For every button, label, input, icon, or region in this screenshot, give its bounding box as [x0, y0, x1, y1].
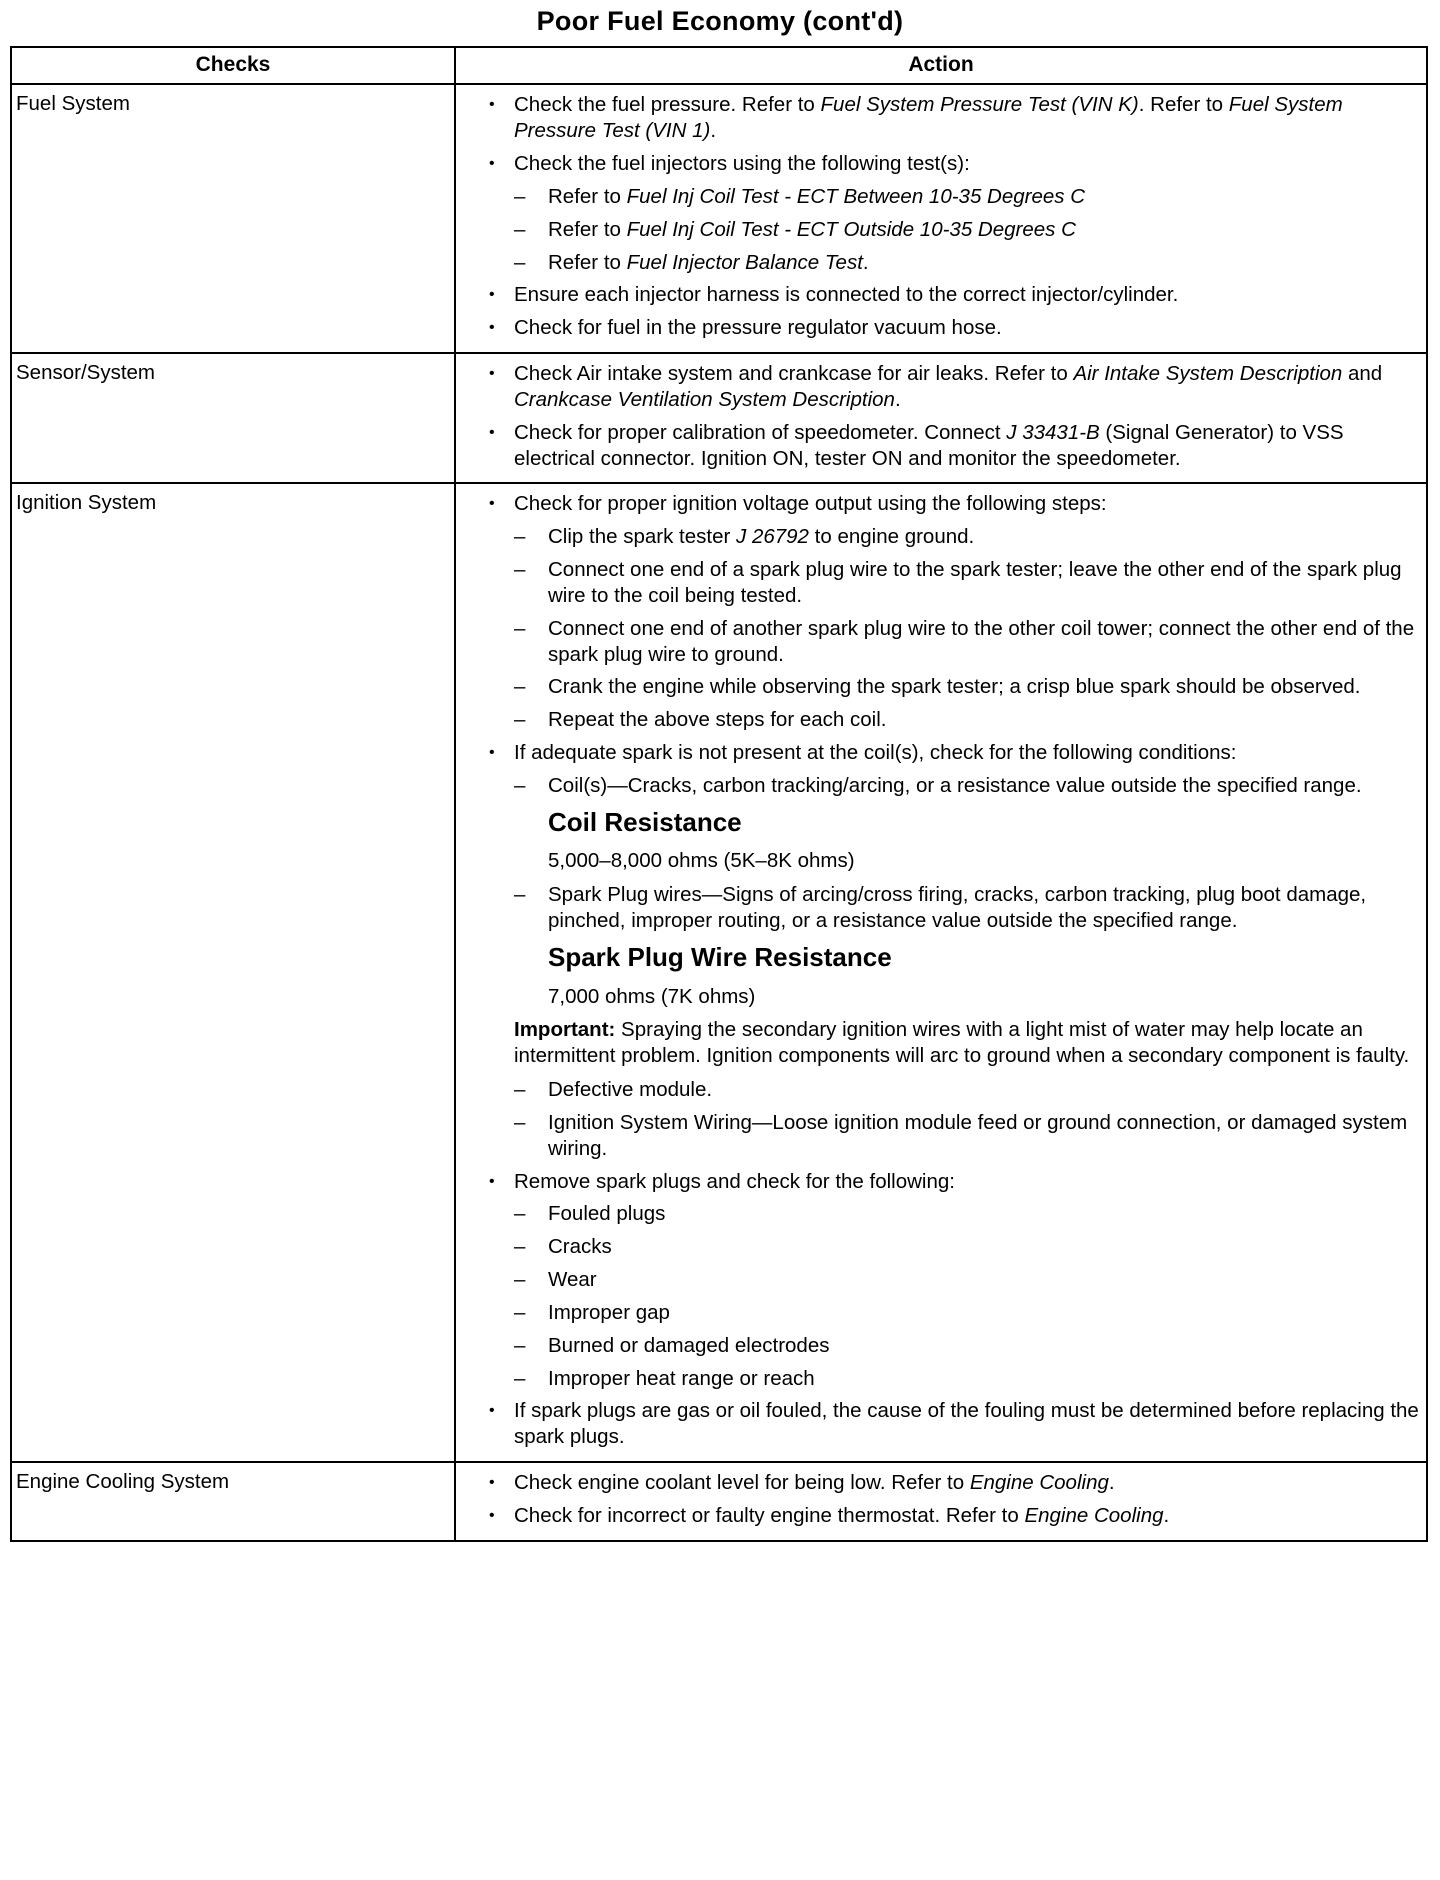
table-row	[11, 84, 1427, 353]
text-segment: Spraying the secondary ignition wires with a light mist of water may help locate an intermittent problem. Ignition components will arc to ground when a secondary component is faulty.	[514, 1018, 1410, 1068]
text-segment: Spark Plug wires—Signs of arcing/cross firing, cracks, carbon tracking, plug boot damage, pinched, improper routing, or a resistance value outside the specified range.	[548, 883, 1367, 933]
text-segment: and	[1342, 362, 1383, 386]
bullet-item	[486, 1470, 1420, 1496]
dash-item	[486, 707, 1420, 733]
text-segment: Clip the spark tester	[548, 525, 736, 549]
text-segment: .	[1163, 1503, 1170, 1527]
dash-item	[486, 557, 1420, 609]
text-segment: (Signal Generator) to VSS electrical connector. Ignition ON, tester ON and monitor the speedometer.	[514, 420, 1344, 470]
important-note	[486, 1017, 1420, 1069]
dash-item	[486, 1110, 1420, 1162]
bullet-item	[486, 1398, 1420, 1450]
text-segment: .	[862, 250, 869, 274]
action-cell	[455, 483, 1427, 1462]
text-segment: Spark Plug Wire Resistance	[548, 941, 892, 972]
text-segment: If spark plugs are gas or oil fouled, the cause of the fouling must be determined before replacing the spark plugs.	[514, 1399, 1419, 1449]
reference-text: Engine Cooling	[1024, 1503, 1164, 1527]
text-segment: Check Air intake system and crankcase for air leaks. Refer to	[514, 362, 1074, 386]
text-segment: Fouled plugs	[548, 1202, 666, 1226]
text-segment: Ignition System Wiring—Loose ignition module feed or ground connection, or damaged system wiring.	[548, 1110, 1408, 1160]
reference-text: J 33431-B	[1006, 420, 1100, 444]
emphasis-text: Important:	[514, 1018, 616, 1042]
text-segment: Coil Resistance	[548, 806, 742, 837]
action-cell	[455, 353, 1427, 483]
text-segment: Coil(s)—Cracks, carbon tracking/arcing, or a resistance value outside the specified range.	[548, 773, 1362, 797]
reference-text: Fuel Inj Coil Test - ECT Between 10-35 Degrees C	[626, 184, 1086, 208]
text-segment: Check for proper calibration of speedometer. Connect	[514, 420, 1007, 444]
bullet-item	[486, 92, 1420, 144]
text-segment: .	[710, 119, 717, 143]
bullet-item	[486, 315, 1420, 341]
reference-text: Fuel System Pressure Test (VIN 1)	[514, 93, 1343, 143]
text-segment: Connect one end of another spark plug wire to the other coil tower; connect the other end of the spark plug wire to ground.	[548, 616, 1415, 666]
page-title: Poor Fuel Economy (cont'd)	[536, 6, 904, 36]
check-cell: Sensor/System	[11, 353, 455, 483]
reference-text: J 26792	[736, 525, 809, 549]
text-segment: Refer to	[548, 184, 627, 208]
reference-text: Fuel Injector Balance Test	[626, 250, 863, 274]
text-segment: Improper gap	[548, 1300, 670, 1324]
dash-item	[486, 882, 1420, 934]
diagnostic-table	[10, 46, 1428, 1542]
bullet-item	[486, 361, 1420, 413]
check-cell: Engine Cooling System	[11, 1462, 455, 1541]
dash-item	[486, 1267, 1420, 1293]
dash-item	[486, 524, 1420, 550]
bullet-item	[486, 740, 1420, 766]
dash-item	[486, 616, 1420, 668]
table-body	[11, 84, 1427, 1540]
spec-heading	[486, 941, 1420, 974]
bullet-item	[486, 1503, 1420, 1529]
dash-item	[486, 217, 1420, 243]
text-segment: If adequate spark is not present at the coil(s), check for the following conditions:	[514, 741, 1237, 765]
dash-item	[486, 1234, 1420, 1260]
bullet-item	[486, 420, 1420, 472]
dash-item	[486, 1333, 1420, 1359]
text-segment: Check for proper ignition voltage output using the following steps:	[514, 492, 1107, 516]
reference-text: Fuel System Pressure Test (VIN K)	[820, 93, 1139, 117]
text-segment: 5,000–8,000 ohms (5K–8K ohms)	[548, 849, 855, 873]
text-segment: Cracks	[548, 1235, 612, 1259]
reference-text: Crankcase Ventilation System Description	[514, 387, 895, 411]
text-segment: Refer to	[548, 217, 627, 241]
text-segment: Remove spark plugs and check for the following:	[514, 1169, 955, 1193]
bullet-item	[486, 282, 1420, 308]
dash-item	[486, 1366, 1420, 1392]
check-cell: Ignition System	[11, 483, 455, 1462]
bullet-item	[486, 1169, 1420, 1195]
text-segment: Ensure each injector harness is connected to the correct injector/cylinder.	[514, 283, 1179, 307]
text-segment: Wear	[548, 1268, 597, 1292]
text-segment: Repeat the above steps for each coil.	[548, 708, 887, 732]
check-cell: Fuel System	[11, 84, 455, 353]
text-segment: Connect one end of a spark plug wire to the spark tester; leave the other end of the spark plug wire to the coil being tested.	[548, 558, 1402, 607]
text-segment: .	[1108, 1471, 1115, 1495]
text-segment: Check for incorrect or faulty engine thermostat. Refer to	[514, 1503, 1025, 1527]
dash-item	[486, 184, 1420, 210]
text-segment: Refer to	[548, 250, 627, 274]
spec-value	[486, 984, 1420, 1010]
dash-item	[486, 1300, 1420, 1326]
text-segment: Check engine coolant level for being low. Refer to	[514, 1471, 970, 1495]
dash-item	[486, 1077, 1420, 1103]
table-header-row	[11, 47, 1427, 84]
text-segment: Check for fuel in the pressure regulator vacuum hose.	[514, 316, 1002, 340]
table-row	[11, 483, 1427, 1462]
action-cell	[455, 1462, 1427, 1541]
dash-item	[486, 674, 1420, 700]
column-header-checks: Checks	[11, 47, 455, 84]
text-segment: Check the fuel injectors using the following test(s):	[514, 152, 970, 176]
spec-value	[486, 848, 1420, 874]
dash-item	[486, 773, 1420, 799]
text-segment: . Refer to	[1138, 93, 1229, 117]
dash-item	[486, 1201, 1420, 1227]
table-row	[11, 353, 1427, 483]
bullet-item	[486, 491, 1420, 517]
reference-text: Engine Cooling	[969, 1471, 1109, 1495]
action-cell	[455, 84, 1427, 353]
column-header-action: Action	[455, 47, 1427, 84]
table-row	[11, 1462, 1427, 1541]
bullet-item	[486, 151, 1420, 177]
text-segment: to engine ground.	[808, 525, 975, 549]
text-segment: 7,000 ohms (7K ohms)	[548, 984, 756, 1008]
spec-heading	[486, 806, 1420, 839]
reference-text: Air Intake System Description	[1073, 362, 1343, 386]
text-segment: Crank the engine while observing the spark tester; a crisp blue spark should be observed.	[548, 675, 1361, 699]
text-segment: Defective module.	[548, 1078, 713, 1102]
dash-item	[486, 250, 1420, 276]
text-segment: Improper heat range or reach	[548, 1366, 815, 1390]
text-segment: Check the fuel pressure. Refer to	[514, 93, 821, 117]
text-segment: Burned or damaged electrodes	[548, 1333, 830, 1357]
text-segment: .	[894, 387, 901, 411]
reference-text: Fuel Inj Coil Test - ECT Outside 10-35 Degrees C	[626, 217, 1076, 241]
